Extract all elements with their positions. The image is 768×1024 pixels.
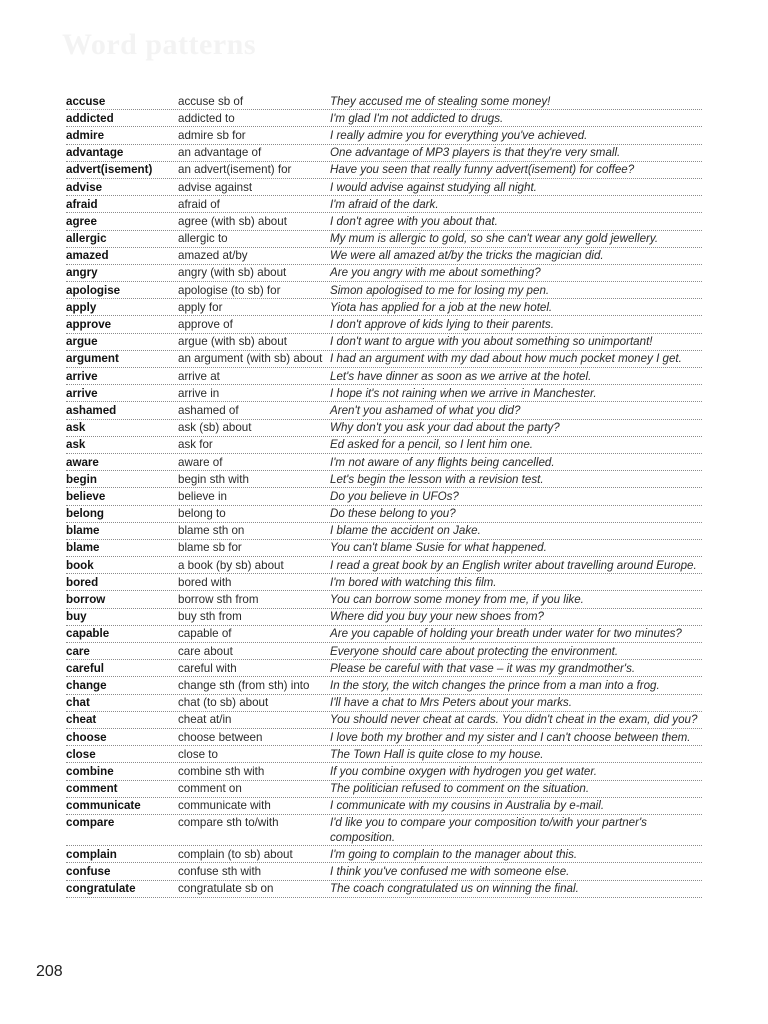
table-row [66,402,702,419]
entry-pattern: an argument (with sb) about [178,352,323,366]
entry-example: Ed asked for a pencil, so I lent him one. [330,438,534,452]
entry-pattern: a book (by sb) about [178,558,284,572]
table-row [66,677,702,694]
entry-word: arrive [66,386,98,400]
entry-word: begin [66,472,97,486]
entry-word: blame [66,524,100,538]
entry-example: Where did you buy your new shoes from? [330,610,544,624]
entry-pattern: approve of [178,318,233,332]
table-row [66,110,702,127]
entry-pattern: apologise (to sb) for [178,283,281,297]
entry-example: Let's have dinner as soon as we arrive at the hotel. [330,369,592,383]
entry-pattern: communicate with [178,799,271,813]
entry-pattern: careful with [178,661,237,675]
entry-pattern: begin sth with [178,472,249,486]
entry-word: careful [66,661,105,675]
entry-pattern: buy sth from [178,610,242,624]
table-row [66,506,702,523]
entry-pattern: accuse sb of [178,94,244,108]
table-row [66,334,702,351]
table-row [66,316,702,333]
entry-pattern: capable of [178,627,232,641]
table-row [66,746,702,763]
table-row [66,196,702,213]
entry-pattern: combine sth with [178,764,265,778]
entry-example: I'd like you to compare your composition to/with your partner's composition. [330,816,647,844]
table-row [66,282,702,299]
table-row [66,368,702,385]
table-row [66,863,702,880]
entry-word: admire [66,128,105,142]
entry-example: I'm bored with watching this film. [330,575,497,589]
entry-word: bored [66,575,99,589]
entry-word: borrow [66,593,106,607]
word-patterns-table [66,93,702,898]
table-row [66,626,702,643]
table-row [66,815,702,846]
table-row [66,591,702,608]
table-row [66,729,702,746]
entry-word: combine [66,764,114,778]
entry-pattern: confuse sth with [178,865,262,879]
entry-pattern: change sth (from sth) into [178,678,310,692]
entry-word: chat [66,696,90,710]
entry-example: My mum is allergic to gold, so she can't wear any gold jewellery. [330,232,659,246]
entry-example: I love both my brother and my sister and I can't choose between them. [330,730,691,744]
entry-example: We were all amazed at/by the tricks the magician did. [330,249,604,263]
entry-pattern: ask for [178,438,213,452]
entry-example: You should never cheat at cards. You didn't cheat in the exam, did you? [330,713,698,727]
table-row [66,712,702,729]
entry-word: communicate [66,799,141,813]
entry-word: amazed [66,249,109,263]
entry-example: Have you seen that really funny advert(isement) for coffee? [330,163,635,177]
entry-word: blame [66,541,100,555]
entry-word: arrive [66,369,98,383]
page-title: Word patterns [62,28,256,61]
entry-pattern: allergic to [178,232,228,246]
page-number: 208 [36,963,63,980]
entry-example: I don't approve of kids lying to their parents. [330,318,554,332]
table-row [66,454,702,471]
table-row [66,265,702,282]
entry-example: The coach congratulated us on winning the final. [330,882,579,896]
entry-example: I don't want to argue with you about something so unimportant! [330,335,653,349]
table-row [66,846,702,863]
entry-pattern: blame sb for [178,541,242,555]
entry-word: argue [66,335,98,349]
entry-word: ask [66,438,86,452]
entry-pattern: amazed at/by [178,249,248,263]
entry-example: You can't blame Susie for what happened. [330,541,547,555]
entry-example: I'm glad I'm not addicted to drugs. [330,111,504,125]
entry-pattern: agree (with sb) about [178,214,287,228]
entry-pattern: admire sb for [178,128,246,142]
entry-word: complain [66,847,117,861]
table-row [66,523,702,540]
entry-example: I had an argument with my dad about how much pocket money I get. [330,352,682,366]
entry-word: congratulate [66,882,136,896]
entry-word: choose [66,730,107,744]
entry-pattern: argue (with sb) about [178,335,287,349]
table-row [66,488,702,505]
entry-example: Simon apologised to me for losing my pen. [330,283,550,297]
entry-example: I don't agree with you about that. [330,214,498,228]
entry-word: comment [66,782,118,796]
entry-example: I'm not aware of any flights being cancelled. [330,455,555,469]
entry-word: argument [66,352,119,366]
entry-pattern: complain (to sb) about [178,847,293,861]
table-row [66,557,702,574]
table-row [66,351,702,368]
table-row [66,881,702,898]
table-row [66,695,702,712]
entry-pattern: afraid of [178,197,220,211]
table-row [66,471,702,488]
entry-word: belong [66,507,104,521]
entry-example: Do you believe in UFOs? [330,489,459,503]
table-row [66,798,702,815]
entry-example: In the story, the witch changes the prince from a man into a frog. [330,678,660,692]
entry-pattern: belong to [178,507,226,521]
table-row [66,385,702,402]
entry-pattern: an advantage of [178,146,262,160]
entry-pattern: borrow sth from [178,593,259,607]
table-row [66,145,702,162]
entry-example: I communicate with my cousins in Australia by e-mail. [330,799,605,813]
table-row [66,248,702,265]
table-row [66,437,702,454]
entry-example: I would advise against studying all night. [330,180,537,194]
table-row [66,162,702,179]
entry-example: You can borrow some money from me, if you like. [330,593,584,607]
entry-example: One advantage of MP3 players is that they're very small. [330,146,621,160]
entry-example: Do these belong to you? [330,507,456,521]
entry-example: I hope it's not raining when we arrive in Manchester. [330,386,597,400]
table-row [66,609,702,626]
entry-word: confuse [66,865,111,879]
entry-example: I'm going to complain to the manager about this. [330,847,578,861]
entry-example: Please be careful with that vase – it was my grandmother's. [330,661,636,675]
table-row [66,213,702,230]
table-row [66,763,702,780]
entry-pattern: congratulate sb on [178,882,274,896]
entry-word: believe [66,489,106,503]
table-row [66,574,702,591]
table-row [66,127,702,144]
entry-word: change [66,678,107,692]
entry-pattern: ask (sb) about [178,421,252,435]
entry-word: apply [66,300,97,314]
entry-word: aware [66,455,99,469]
table-row [66,93,702,110]
entry-pattern: addicted to [178,111,235,125]
entry-word: agree [66,214,97,228]
entry-pattern: bored with [178,575,232,589]
table-row [66,781,702,798]
entry-pattern: chat (to sb) about [178,696,269,710]
entry-word: ask [66,421,86,435]
entry-pattern: compare sth to/with [178,816,279,830]
entry-word: accuse [66,94,106,108]
entry-pattern: arrive at [178,369,220,383]
table-row [66,179,702,196]
entry-example: Why don't you ask your dad about the party? [330,421,560,435]
entry-word: compare [66,816,115,830]
entry-example: I'll have a chat to Mrs Peters about your marks. [330,696,572,710]
entry-pattern: aware of [178,455,223,469]
entry-word: angry [66,266,98,280]
entry-pattern: apply for [178,300,223,314]
entry-example: Everyone should care about protecting the environment. [330,644,619,658]
entry-word: cheat [66,713,97,727]
entry-word: allergic [66,232,107,246]
entry-word: advise [66,180,103,194]
entry-example: Are you angry with me about something? [330,266,541,280]
entry-word: capable [66,627,110,641]
entry-example: I read a great book by an English writer about travelling around Europe. [330,558,697,572]
entry-pattern: arrive in [178,386,220,400]
entry-example: I think you've confused me with someone else. [330,865,570,879]
table-row [66,231,702,248]
entry-example: I'm afraid of the dark. [330,197,439,211]
entry-word: addicted [66,111,114,125]
entry-word: book [66,558,94,572]
table-row [66,540,702,557]
entry-example: If you combine oxygen with hydrogen you get water. [330,764,598,778]
table-row [66,660,702,677]
entry-word: ashamed [66,403,117,417]
entry-pattern: cheat at/in [178,713,232,727]
entry-pattern: care about [178,644,233,658]
entry-example: Are you capable of holding your breath under water for two minutes? [330,627,682,641]
entry-pattern: ashamed of [178,403,239,417]
entry-example: The Town Hall is quite close to my house. [330,747,544,761]
entry-word: advert(isement) [66,163,153,177]
table-row [66,420,702,437]
entry-example: Yiota has applied for a job at the new hotel. [330,300,553,314]
entry-word: close [66,747,96,761]
entry-pattern: close to [178,747,218,761]
entry-example: I blame the accident on Jake. [330,524,481,538]
entry-word: care [66,644,90,658]
table-row [66,643,702,660]
entry-example: I really admire you for everything you've achieved. [330,128,588,142]
entry-pattern: choose between [178,730,263,744]
entry-word: advantage [66,146,124,160]
entry-pattern: believe in [178,489,227,503]
table-row [66,299,702,316]
entry-pattern: an advert(isement) for [178,163,292,177]
entry-word: apologise [66,283,121,297]
entry-pattern: angry (with sb) about [178,266,287,280]
entry-example: Aren't you ashamed of what you did? [330,403,521,417]
entry-pattern: comment on [178,782,242,796]
entry-example: The politician refused to comment on the situation. [330,782,590,796]
entry-pattern: blame sth on [178,524,245,538]
entry-word: approve [66,318,112,332]
entry-word: afraid [66,197,98,211]
entry-word: buy [66,610,87,624]
entry-pattern: advise against [178,180,253,194]
entry-example: They accused me of stealing some money! [330,94,551,108]
entry-example: Let's begin the lesson with a revision test. [330,472,544,486]
